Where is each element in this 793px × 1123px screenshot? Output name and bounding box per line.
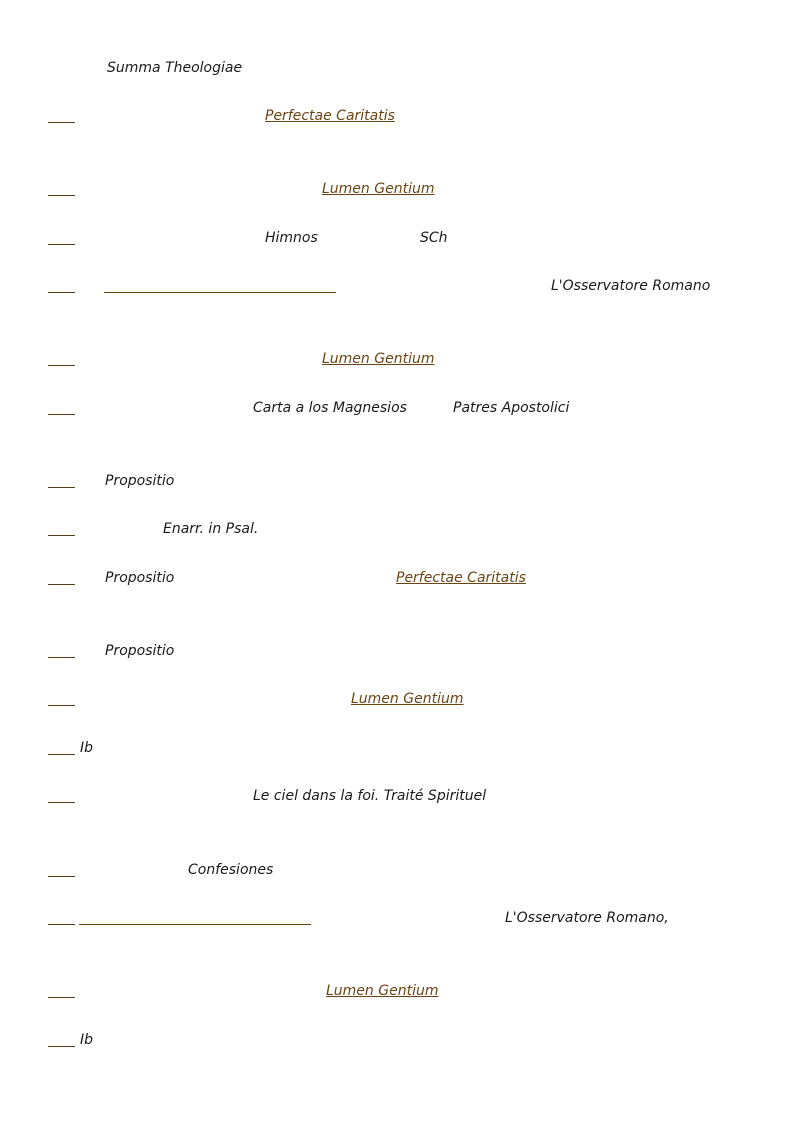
blank-rule (48, 802, 75, 803)
blank-rule (48, 705, 75, 706)
blank-rule (48, 122, 75, 123)
blank-rule (48, 997, 75, 998)
blank-rule (48, 365, 75, 366)
italic-citation: Propositio (105, 570, 175, 586)
document-line (0, 180, 793, 200)
document-line (0, 520, 793, 540)
italic-citation: SCh (420, 230, 448, 246)
blank-rule (48, 195, 75, 196)
hyperlink-underline[interactable] (104, 292, 336, 293)
blank-rule (48, 244, 75, 245)
document-line (0, 229, 793, 249)
blank-rule (48, 754, 75, 755)
document-line (0, 472, 793, 492)
document-line (0, 59, 793, 79)
italic-citation: Le ciel dans la foi. Traité Spirituel (253, 788, 487, 804)
italic-citation: L'Osservatore Romano (551, 278, 711, 294)
document-line (0, 642, 793, 662)
blank-rule (48, 924, 75, 925)
hyperlink-underline[interactable] (79, 924, 311, 925)
citation-link[interactable]: Lumen Gentium (351, 691, 464, 707)
italic-citation: Carta a los Magnesios (253, 400, 407, 416)
document-line (0, 399, 793, 419)
blank-rule (48, 292, 75, 293)
document-line (0, 739, 793, 759)
document-line (0, 107, 793, 127)
blank-rule (48, 487, 75, 488)
italic-citation: Ib (80, 1032, 94, 1048)
blank-rule (48, 535, 75, 536)
blank-rule (48, 657, 75, 658)
document-line (0, 861, 793, 881)
citation-link[interactable]: Lumen Gentium (322, 181, 435, 197)
italic-citation: Confesiones (188, 862, 274, 878)
italic-citation: Himnos (265, 230, 318, 246)
document-line (0, 787, 793, 807)
document-line (0, 350, 793, 370)
citation-link[interactable]: Perfectae Caritatis (265, 108, 395, 124)
italic-citation: Propositio (105, 473, 175, 489)
blank-rule (48, 1046, 75, 1047)
document-line (0, 277, 793, 297)
blank-rule (48, 876, 75, 877)
blank-rule (48, 584, 75, 585)
italic-citation: Summa Theologiae (107, 60, 243, 76)
document-line (0, 909, 793, 929)
document-line (0, 690, 793, 710)
document-line (0, 982, 793, 1002)
blank-rule (48, 414, 75, 415)
document-line (0, 1031, 793, 1051)
italic-citation: Propositio (105, 643, 175, 659)
italic-citation: Patres Apostolici (453, 400, 570, 416)
citation-link[interactable]: Lumen Gentium (326, 983, 439, 999)
citation-link[interactable]: Lumen Gentium (322, 351, 435, 367)
italic-citation: Ib (80, 740, 94, 756)
italic-citation: L'Osservatore Romano, (505, 910, 669, 926)
italic-citation: Enarr. in Psal. (163, 521, 259, 537)
citation-link[interactable]: Perfectae Caritatis (396, 570, 526, 586)
document-line (0, 569, 793, 589)
